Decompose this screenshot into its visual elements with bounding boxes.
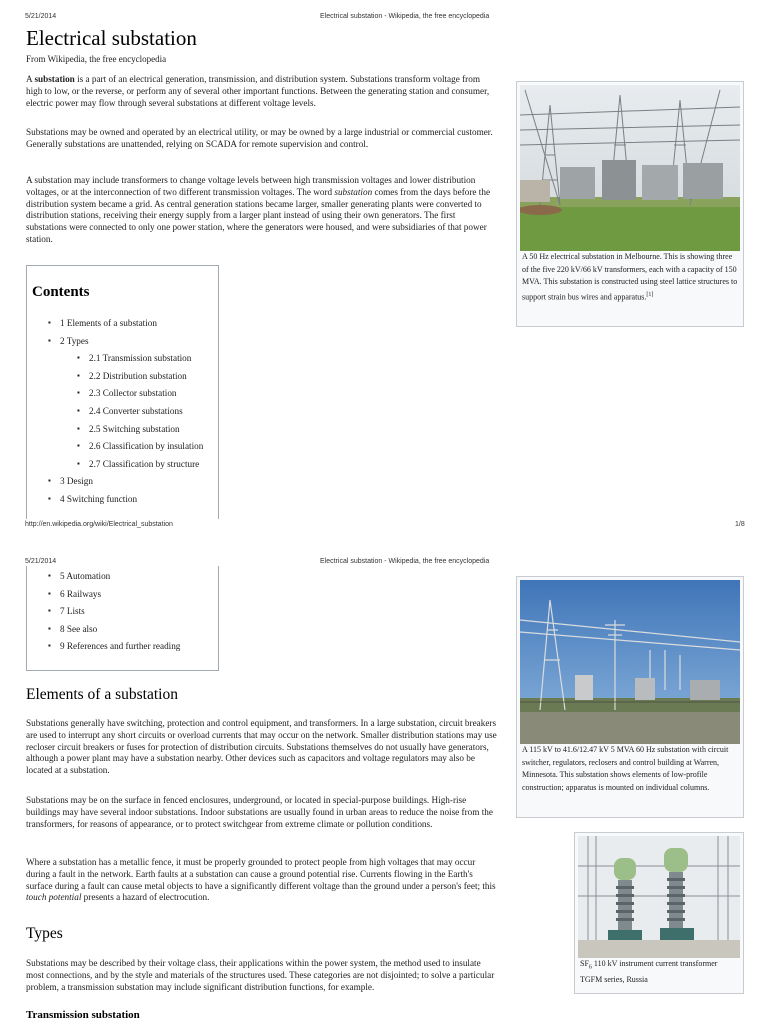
- figure-current-transformer: [574, 832, 744, 994]
- elements-paragraph-1: Substations generally have switching, protection and control equipment, and transformers. In a large substation, circuit breakers are used to interrupt any short circuits or overload currents that may occur on the network. Smaller distribution stations may use recloser circuit breakers or fuses for protection of distribution circuits. Substations themselves do not usually have generators, although a power plant may have a substation nearby. Other devices such as capacitors and voltage regulators may also be located at a substation.: [26, 718, 497, 776]
- toc-item[interactable]: ▪ 1 Elements of a substation: [60, 318, 157, 328]
- intro-paragraph-2: Substations may be owned and operated by an electrical utility, or may be owned by a large industrial or commercial customer. Generally substations are unattended, relying on SCADA for remote supervision and control.: [26, 127, 493, 149]
- toc-title: Contents: [32, 284, 90, 300]
- page-footer-number: 1/8: [735, 521, 745, 528]
- substation-photo-warren[interactable]: [520, 580, 740, 744]
- page-footer-url[interactable]: http://en.wikipedia.org/wiki/Electrical_substation: [25, 521, 173, 528]
- figure-warren-substation: [516, 576, 744, 818]
- table-of-contents-continued: [26, 566, 219, 671]
- intro-paragraph-1: A substation is a part of an electrical generation, transmission, and distribution system. Substations transform voltage from high to low, or the reverse, or perform any of several other important functions. Between the generating station and consumer, electric power may flow through several substations at different voltage levels.: [26, 74, 490, 108]
- substation-photo-melbourne[interactable]: [520, 85, 740, 251]
- elements-paragraph-3: Where a substation has a metallic fence, it must be properly grounded to protect people from high voltages that may occur during a fault in the network. Earth faults at a substation can cause a ground potential rise. Currents flowing in the Earth's surface during a fault can cause metal objects to have a significantly different voltage than the ground under a person's feet; this touch potential presents a hazard of electrocution.: [26, 857, 496, 903]
- heading-types: Types: [26, 925, 63, 942]
- toc-item[interactable]: ▪ 2.6 Classification by insulation: [89, 441, 203, 451]
- current-transformer-photo[interactable]: [578, 836, 740, 958]
- current-transformer-photo-svg: [578, 836, 740, 958]
- toc-item[interactable]: ▪ 2 Types: [60, 336, 89, 346]
- toc-item[interactable]: ▪ 8 See also: [60, 624, 97, 634]
- toc-item[interactable]: ▪ 2.7 Classification by structure: [89, 459, 199, 469]
- toc-item[interactable]: ▪ 4 Switching function: [60, 494, 137, 504]
- page-title: Electrical substation: [26, 26, 197, 50]
- toc-item[interactable]: ▪ 6 Railways: [60, 589, 101, 599]
- figure-1-caption: A 50 Hz electrical substation in Melbourne. This is showing three of the five 220 kV/66 kV transformers, each with a capacity of 150 MVA. This substation is constructed using steel lattice structures to support strain bus wires and apparatus.[1]: [522, 252, 738, 302]
- toc-item[interactable]: ▪ 9 References and further reading: [60, 641, 180, 651]
- toc-item[interactable]: ▪ 7 Lists: [60, 606, 85, 616]
- heading-transmission-substation: Transmission substation: [26, 1009, 140, 1021]
- tagline: From Wikipedia, the free encyclopedia: [26, 54, 167, 64]
- bold-term-substation: substation: [34, 74, 75, 84]
- page-header-title: Electrical substation - Wikipedia, the free encyclopedia: [320, 13, 490, 20]
- substation-photo-melbourne-svg: [520, 85, 740, 251]
- toc-item[interactable]: ▪ 2.4 Converter substations: [89, 406, 183, 416]
- types-paragraph-1: Substations may be described by their voltage class, their applications within the power system, the method used to insulate most connections, and by the style and materials of the structures used. These categories are not disjointed; to solve a particular problem, a transmission substation may include significant distribution functions, for example.: [26, 958, 495, 992]
- page2-header-date: 5/21/2014: [25, 558, 57, 565]
- figure-3-caption: $SF_6$ 110 kV instrument current transformer TGFM series, Russia: [580, 959, 718, 985]
- reference-link-1[interactable]: [1]: [646, 292, 654, 299]
- page-header-date: 5/21/2014: [25, 13, 57, 20]
- toc-item[interactable]: ▪ 2.3 Collector substation: [89, 388, 177, 398]
- figure-melbourne-substation: [516, 81, 744, 327]
- toc-item[interactable]: ▪ 3 Design: [60, 476, 93, 486]
- elements-paragraph-2: Substations may be on the surface in fenced enclosures, underground, or located in special-purpose buildings. High-rise buildings may have several indoor substations. Indoor substations are usually found in urban areas to reduce the noise from the transformers, for reasons of appearance, or to protect switchgear from extreme climate or pollution conditions.: [26, 795, 493, 829]
- figure-2-caption: A 115 kV to 41.6/12.47 kV 5 MVA 60 Hz substation with circuit switcher, regulators, reclosers and control building at Warren, Minnesota. This substation shows elements of low-profile construction; apparatus is mounted on individual columns.: [522, 745, 729, 793]
- page2-header-title: Electrical substation - Wikipedia, the free encyclopedia: [320, 558, 490, 565]
- toc-item[interactable]: ▪ 2.5 Switching substation: [89, 424, 180, 434]
- intro-paragraph-3: A substation may include transformers to change voltage levels between high transmission voltages and lower distribution voltages, or at the interconnection of two different transmission voltages. The word substation comes from the days before the distribution system became a grid. As central generation stations became larger, smaller generating plants were converted to distribution stations, receiving their energy supply from a larger plant instead of using their own generators. The first substations were connected to only one power station, where the generators were housed, and were subsidiaries of that power station.: [26, 175, 491, 244]
- heading-elements-of-a-substation: Elements of a substation: [26, 686, 178, 703]
- toc-item[interactable]: ▪ 5 Automation: [60, 571, 110, 581]
- toc-item[interactable]: ▪ 2.2 Distribution substation: [89, 371, 187, 381]
- substation-photo-warren-svg: [520, 580, 740, 744]
- toc-item[interactable]: ▪ 2.1 Transmission substation: [89, 353, 191, 363]
